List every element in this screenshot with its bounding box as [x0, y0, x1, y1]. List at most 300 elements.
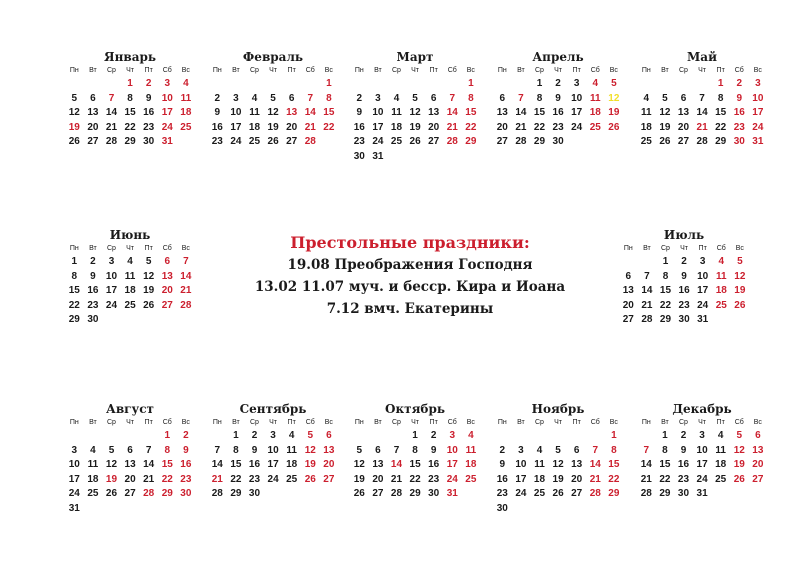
weekday-label: Пт: [698, 245, 707, 252]
day-cell: 29: [659, 488, 671, 499]
day-cell: 27: [161, 299, 173, 311]
empty-day-cell: [320, 135, 339, 150]
month-name: Апрель: [532, 50, 584, 64]
weekday-label: Пн: [623, 245, 633, 252]
weekday-label: Ср: [107, 419, 116, 426]
weekday-label: Вс: [324, 419, 333, 426]
day-cell: 15: [715, 107, 727, 118]
feast-days-block: [230, 232, 590, 320]
week-row: [637, 429, 767, 444]
week-row: [637, 135, 767, 150]
day-cell: 22: [230, 473, 242, 485]
day-cell: 13: [428, 107, 440, 118]
weekday-label: Пт: [572, 419, 581, 426]
day-cell: 24: [68, 488, 80, 499]
empty-day-cell: [406, 77, 425, 92]
weekday-label: Чт: [698, 419, 707, 426]
day-cell: 21: [696, 121, 708, 133]
day-cell: 22: [608, 473, 620, 485]
empty-day-cell: [586, 429, 605, 444]
day-cell: 25: [715, 299, 727, 311]
week-row: [65, 299, 195, 314]
day-cell: 5: [108, 444, 115, 456]
day-cell: 27: [286, 136, 298, 147]
empty-day-cell: [301, 487, 320, 502]
week-row: [65, 429, 195, 444]
day-cell: 13: [622, 285, 634, 296]
day-cell: 6: [680, 92, 687, 104]
day-cell: 26: [267, 136, 279, 147]
day-cell: 23: [733, 121, 745, 133]
day-cell: 21: [105, 121, 118, 133]
day-cell: 9: [499, 459, 506, 470]
weekday-label: Вт: [232, 67, 240, 74]
day-cell: 10: [267, 444, 279, 456]
weekday-header: [619, 243, 749, 255]
weekday-label: Вс: [181, 419, 190, 426]
day-cell: 3: [449, 430, 456, 441]
empty-day-cell: [177, 313, 196, 328]
day-cell: 5: [270, 92, 276, 104]
day-cell: 26: [733, 473, 745, 485]
day-cell: 7: [449, 92, 456, 104]
day-cell: 29: [68, 314, 80, 325]
week-row: [493, 458, 623, 473]
day-cell: 9: [214, 107, 221, 118]
day-cell: 26: [734, 299, 746, 311]
day-cell: 2: [681, 256, 687, 267]
weekday-label: Пт: [144, 419, 153, 426]
day-cell: 14: [446, 107, 458, 118]
day-cell: 3: [270, 430, 276, 441]
day-cell: 16: [248, 459, 261, 470]
day-cell: 19: [68, 121, 80, 133]
day-cell: 9: [145, 92, 152, 104]
week-row: [619, 255, 749, 270]
day-cell: 23: [87, 299, 99, 311]
day-cell: 30: [496, 502, 508, 514]
day-cell: 29: [161, 488, 173, 499]
day-cell: 3: [755, 78, 761, 89]
day-cell: 19: [659, 121, 671, 133]
month-january: [65, 50, 195, 150]
day-cell: 28: [696, 136, 708, 147]
day-cell: 16: [143, 107, 155, 118]
day-cell: 30: [552, 136, 564, 147]
day-cell: 10: [571, 92, 583, 104]
day-cell: 15: [465, 107, 477, 118]
day-cell: 18: [715, 285, 727, 296]
day-cell: 16: [733, 107, 745, 118]
weekday-header: [493, 65, 623, 77]
day-cell: 17: [267, 459, 279, 470]
weekday-label: Сб: [447, 67, 457, 74]
week-row: [208, 444, 338, 459]
month-name: Март: [396, 50, 434, 64]
day-cell: 21: [304, 121, 316, 133]
day-cell: 30: [428, 488, 440, 499]
day-cell: 14: [696, 107, 708, 118]
day-cell: 19: [733, 459, 745, 470]
day-cell: 31: [372, 150, 384, 162]
day-cell: 22: [68, 299, 80, 311]
day-cell: 14: [304, 107, 316, 118]
feast-line: 7.12 вмч. Екатерины: [326, 301, 494, 317]
week-row: [350, 444, 480, 459]
weekday-label: Сб: [305, 419, 315, 426]
weekday-label: Пн: [69, 419, 79, 426]
day-cell: 13: [323, 444, 335, 456]
weekday-label: Вс: [609, 67, 618, 74]
day-cell: 11: [124, 270, 136, 282]
day-cell: 13: [124, 459, 136, 470]
day-cell: 6: [164, 256, 171, 267]
day-cell: 19: [608, 107, 620, 118]
empty-day-cell: [512, 502, 531, 517]
week-row: [350, 473, 480, 488]
weekday-label: Ср: [535, 67, 544, 74]
day-cell: 29: [124, 136, 136, 147]
day-cell: 23: [248, 473, 261, 485]
day-cell: 22: [715, 121, 727, 133]
weekday-label: Пт: [144, 245, 153, 252]
month-name: Июль: [663, 228, 705, 242]
day-cell: 17: [571, 107, 583, 118]
day-cell: 26: [353, 488, 365, 499]
day-cell: 18: [715, 459, 727, 470]
day-cell: 14: [180, 270, 192, 282]
day-cell: 21: [641, 299, 653, 311]
day-cell: 11: [180, 92, 192, 104]
empty-day-cell: [619, 255, 638, 270]
day-cell: 14: [515, 107, 527, 118]
day-cell: 29: [230, 488, 242, 499]
day-cell: 3: [699, 430, 705, 441]
month-july: [619, 228, 749, 328]
day-cell: 14: [641, 285, 653, 296]
day-cell: 6: [625, 270, 632, 282]
month-june: [65, 228, 195, 328]
empty-day-cell: [406, 150, 425, 165]
empty-day-cell: [731, 313, 750, 328]
day-cell: 6: [573, 444, 580, 456]
day-cell: 24: [267, 473, 279, 485]
weekday-label: Ср: [392, 67, 401, 74]
day-cell: 21: [143, 473, 155, 485]
week-row: [493, 92, 623, 107]
day-cell: 7: [644, 270, 650, 282]
day-cell: 31: [161, 136, 173, 147]
day-cell: 22: [323, 121, 335, 133]
day-cell: 2: [356, 92, 363, 104]
week-row: [637, 92, 767, 107]
empty-day-cell: [712, 313, 731, 328]
day-cell: 20: [428, 121, 440, 133]
weekday-label: Ср: [107, 67, 116, 74]
empty-day-cell: [512, 429, 531, 444]
empty-day-cell: [387, 150, 406, 165]
day-cell: 19: [105, 473, 118, 485]
empty-day-cell: [424, 77, 443, 92]
day-cell: 12: [608, 92, 620, 104]
week-row: [637, 444, 767, 459]
day-cell: 30: [248, 488, 261, 499]
empty-day-cell: [549, 429, 568, 444]
month-november: [493, 402, 623, 516]
day-cell: 4: [592, 78, 599, 89]
week-row: [493, 77, 623, 92]
day-cell: 26: [659, 136, 671, 147]
day-cell: 12: [353, 459, 365, 470]
day-cell: 15: [68, 285, 80, 296]
week-row: [493, 444, 623, 459]
day-cell: 28: [446, 136, 458, 147]
day-cell: 28: [589, 488, 601, 499]
weekday-label: Сб: [447, 419, 457, 426]
day-cell: 26: [608, 121, 620, 133]
weekday-label: Вт: [89, 419, 97, 426]
day-cell: 11: [249, 107, 260, 118]
day-cell: 5: [662, 92, 668, 104]
day-cell: 8: [536, 92, 543, 104]
empty-day-cell: [264, 487, 283, 502]
day-cell: 27: [372, 488, 384, 499]
day-cell: 18: [390, 121, 403, 133]
month-name: Июнь: [109, 228, 151, 242]
day-cell: 30: [733, 136, 745, 147]
day-cell: 5: [736, 430, 743, 441]
weekday-header: [65, 417, 195, 429]
day-cell: 22: [533, 121, 546, 133]
weekday-label: Вс: [324, 67, 333, 74]
day-cell: 1: [164, 430, 171, 441]
empty-day-cell: [84, 429, 103, 444]
empty-day-cell: [139, 313, 158, 328]
weekday-label: Пт: [429, 419, 438, 426]
day-cell: 7: [592, 444, 599, 456]
day-cell: 10: [446, 444, 458, 456]
day-cell: 20: [622, 299, 634, 311]
day-cell: 28: [105, 136, 118, 147]
day-cell: 28: [640, 488, 652, 499]
day-cell: 16: [496, 473, 508, 485]
day-cell: 11: [87, 459, 99, 470]
day-cell: 18: [248, 121, 261, 133]
day-cell: 23: [180, 473, 192, 485]
empty-day-cell: [102, 313, 121, 328]
week-row: [619, 270, 749, 285]
empty-day-cell: [605, 502, 624, 517]
day-cell: 4: [288, 430, 295, 441]
day-cell: 9: [183, 444, 189, 456]
month-name: Февраль: [242, 50, 304, 64]
day-cell: 20: [87, 121, 99, 133]
week-row: [208, 106, 338, 121]
weekday-label: Сб: [162, 419, 172, 426]
day-cell: 6: [755, 430, 761, 441]
day-cell: 22: [161, 473, 173, 485]
week-row: [493, 502, 623, 517]
day-cell: 10: [752, 92, 764, 104]
day-cell: 8: [662, 270, 669, 282]
day-cell: 20: [677, 121, 690, 133]
day-cell: 12: [105, 459, 118, 470]
week-row: [65, 313, 195, 328]
day-cell: 20: [496, 121, 508, 133]
weekday-label: Пт: [716, 419, 725, 426]
day-cell: 11: [715, 270, 727, 282]
weekday-label: Пт: [572, 67, 581, 74]
week-row: [208, 77, 338, 92]
day-cell: 14: [211, 459, 223, 470]
weekday-label: Пн: [69, 245, 79, 252]
month-april: [493, 50, 623, 150]
month-march: [350, 50, 480, 164]
day-cell: 20: [286, 121, 298, 133]
day-cell: 10: [696, 444, 708, 456]
week-row: [65, 473, 195, 488]
day-cell: 1: [662, 430, 668, 441]
month-february: [208, 50, 338, 150]
day-cell: 20: [752, 459, 764, 470]
day-cell: 24: [230, 136, 242, 147]
day-cell: 23: [428, 473, 440, 485]
weekday-label: Вс: [753, 419, 762, 426]
day-cell: 20: [124, 473, 136, 485]
day-cell: 10: [105, 270, 118, 282]
day-cell: 16: [428, 459, 440, 470]
weekday-label: Вт: [517, 67, 525, 74]
empty-day-cell: [208, 77, 227, 92]
day-cell: 21: [515, 121, 527, 133]
day-cell: 25: [390, 136, 403, 147]
empty-day-cell: [462, 487, 481, 502]
day-cell: 3: [108, 256, 115, 267]
day-cell: 26: [304, 473, 316, 485]
day-cell: 17: [515, 473, 527, 485]
day-cell: 7: [214, 444, 221, 456]
day-cell: 26: [105, 488, 118, 499]
week-row: [65, 458, 195, 473]
week-row: [493, 121, 623, 136]
weekday-label: Вт: [232, 419, 240, 426]
day-cell: 12: [552, 459, 564, 470]
weekday-header: [493, 417, 623, 429]
week-row: [65, 106, 195, 121]
day-cell: 18: [533, 473, 546, 485]
day-cell: 1: [326, 78, 332, 89]
day-cell: 16: [552, 107, 564, 118]
week-row: [65, 270, 195, 285]
empty-day-cell: [443, 150, 462, 165]
day-cell: 3: [699, 256, 706, 267]
day-cell: 22: [409, 473, 421, 485]
day-cell: 8: [164, 444, 171, 456]
empty-day-cell: [493, 77, 512, 92]
day-cell: 12: [734, 270, 746, 282]
weekday-header: [350, 417, 480, 429]
weekday-label: Сб: [716, 245, 726, 252]
day-cell: 24: [752, 121, 764, 133]
day-cell: 28: [390, 488, 403, 499]
day-cell: 16: [180, 459, 192, 470]
weekday-label: Вс: [466, 67, 475, 74]
empty-day-cell: [350, 77, 369, 92]
weekday-label: Вс: [466, 419, 475, 426]
day-cell: 12: [304, 444, 316, 456]
day-cell: 27: [622, 314, 634, 325]
day-cell: 29: [465, 136, 477, 147]
day-cell: 4: [393, 92, 400, 104]
week-row: [350, 92, 480, 107]
day-cell: 21: [640, 473, 652, 485]
weekday-label: Пт: [287, 419, 296, 426]
day-cell: 1: [468, 78, 474, 89]
day-cell: 23: [496, 488, 508, 499]
weekday-label: Вт: [374, 419, 382, 426]
week-row: [65, 135, 195, 150]
day-cell: 19: [734, 285, 746, 296]
day-cell: 23: [677, 473, 690, 485]
weekday-label: Вс: [753, 67, 762, 74]
week-row: [65, 92, 195, 107]
empty-day-cell: [586, 502, 605, 517]
day-cell: 9: [680, 444, 687, 456]
week-row: [350, 77, 480, 92]
day-cell: 15: [124, 107, 136, 118]
week-row: [637, 458, 767, 473]
empty-day-cell: [512, 77, 531, 92]
empty-day-cell: [245, 77, 264, 92]
empty-day-cell: [730, 487, 749, 502]
weekday-header: [637, 417, 767, 429]
day-cell: 1: [611, 430, 617, 441]
day-cell: 22: [659, 473, 671, 485]
empty-day-cell: [711, 487, 730, 502]
day-cell: 2: [430, 430, 437, 441]
weekday-label: Пн: [641, 419, 651, 426]
day-cell: 17: [372, 121, 384, 133]
weekday-label: Ср: [535, 419, 544, 426]
week-row: [350, 150, 480, 165]
week-row: [208, 135, 338, 150]
day-cell: 7: [643, 444, 650, 456]
weekday-label: Чт: [126, 245, 135, 252]
day-cell: 9: [681, 270, 687, 282]
day-cell: 6: [127, 444, 133, 456]
day-cell: 27: [496, 136, 508, 147]
day-cell: 1: [233, 430, 239, 441]
weekday-header: [65, 243, 195, 255]
day-cell: 4: [127, 256, 133, 267]
day-cell: 7: [145, 444, 152, 456]
day-cell: 25: [180, 121, 192, 133]
empty-day-cell: [638, 255, 657, 270]
empty-day-cell: [227, 77, 246, 92]
day-cell: 25: [87, 488, 99, 499]
day-cell: 6: [326, 430, 332, 441]
weekday-label: Чт: [269, 419, 278, 426]
day-cell: 15: [409, 459, 421, 470]
day-cell: 2: [499, 444, 506, 456]
day-cell: 30: [677, 488, 690, 499]
day-cell: 13: [677, 107, 690, 118]
day-cell: 13: [496, 107, 508, 118]
day-cell: 19: [143, 285, 155, 296]
week-row: [619, 284, 749, 299]
day-cell: 1: [71, 256, 78, 267]
week-row: [493, 135, 623, 150]
